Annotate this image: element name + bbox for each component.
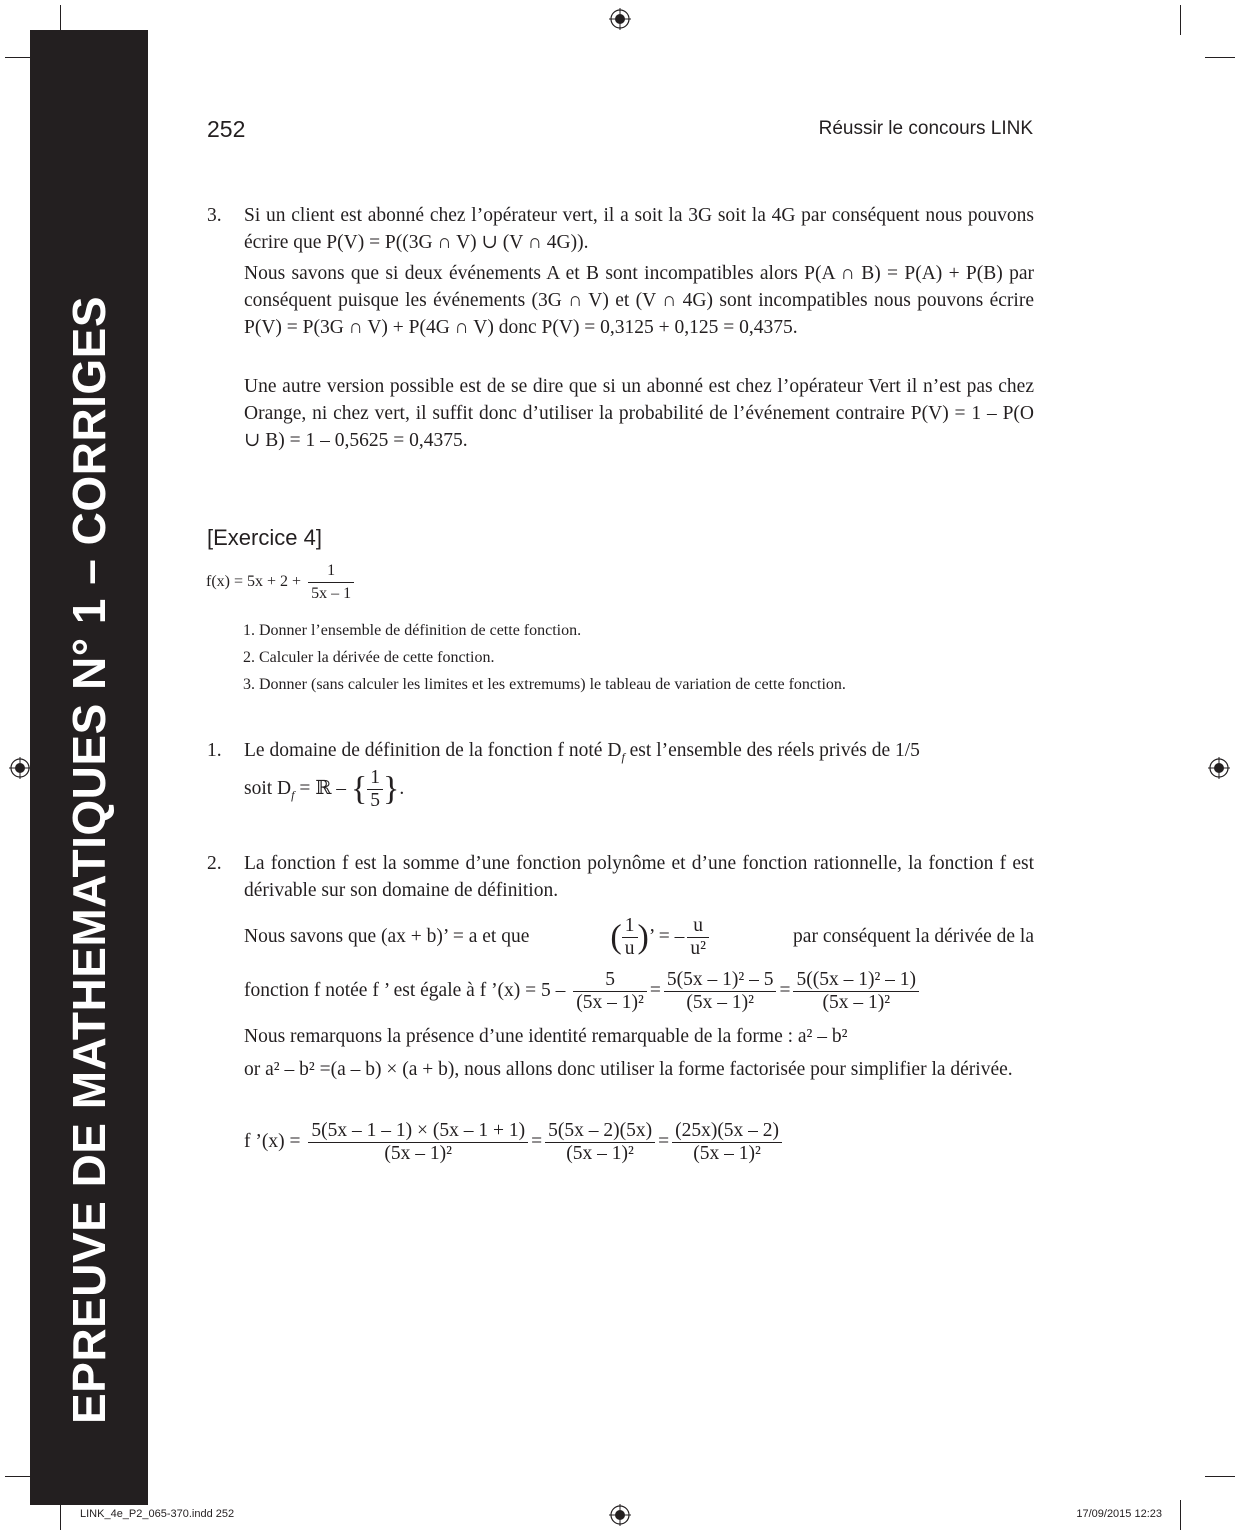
fraction xyxy=(573,969,647,1014)
numerator: 5 xyxy=(605,969,615,991)
text: f ’(x) = xyxy=(244,1131,301,1152)
denominator: u² xyxy=(687,937,709,960)
fraction xyxy=(308,560,354,605)
item-number: 1. xyxy=(207,740,222,761)
numerator: 5(5x – 1 – 1) × (5x – 1 + 1) xyxy=(311,1120,526,1142)
text: fonction f notée f ’ est égale à f ’(x) = 5 – xyxy=(244,980,566,1001)
crop-mark xyxy=(1180,5,1181,35)
denominator: (5x – 1)² xyxy=(545,1142,655,1165)
paren-open: ( xyxy=(610,918,622,956)
denominator: (5x – 1)² xyxy=(672,1142,782,1165)
paragraph: Nous remarquons la présence d’une identité remarquable de la forme : a² – b² xyxy=(244,1026,848,1047)
text: par conséquent la dérivée de la xyxy=(793,926,1034,948)
denominator: 5 xyxy=(367,789,383,812)
numerator: 5(5x – 2)(5x) xyxy=(548,1120,653,1142)
crop-mark xyxy=(1205,1476,1235,1477)
equals: = xyxy=(649,980,661,1001)
registration-mark-icon xyxy=(1208,757,1230,779)
exercise-heading: [Exercice 4] xyxy=(207,525,322,550)
exercise-formula xyxy=(206,560,357,605)
item-number: 2. xyxy=(207,853,222,874)
item-number: 3. xyxy=(207,205,222,226)
text: est l’ensemble des réels privés de 1/5 xyxy=(624,740,920,761)
denominator: 5x – 1 xyxy=(308,582,354,605)
fraction xyxy=(622,915,638,960)
text: = ℝ – xyxy=(294,778,347,799)
footer-date: 17/09/2015 12:23 xyxy=(1076,1508,1162,1520)
side-title: EPREUVE DE MATHEMATIQUES N° 1 – CORRIGES xyxy=(63,295,115,1425)
paragraph: Nous savons que si deux événements A et B sont incompatibles alors P(A ∩ B) = P(A) + P(B) par conséquent puisque les événements (3G ∩ V) et (V ∩ 4G) sont incompatibles nous pouvons écrire P(V) = P(3G ∩ V) + P(4G ∩ V) donc P(V) = 0,3125 + 0,125 = 0,4375. xyxy=(244,263,1034,338)
text: soit D xyxy=(244,778,292,799)
paragraph: Une autre version possible est de se dire que si un abonné est chez l’opérateur Vert il n’est pas chez Orange, ni chez vert, il suffit donc d’utiliser la probabilité de l’événement contraire P(V) = 1 – P(O ∪ B) = 1 – 0,5625 = 0,4375. xyxy=(244,376,1034,451)
subscript: f xyxy=(291,788,295,802)
derivative-computation xyxy=(244,966,922,1016)
fraction xyxy=(545,1120,655,1165)
registration-mark-icon xyxy=(609,1504,631,1526)
paragraph: or a² – b² =(a – b) × (a + b), nous allons donc utiliser la forme factorisée pour simplifier la dérivée. xyxy=(244,1059,1013,1080)
derivative-final xyxy=(244,1117,785,1167)
denominator: (5x – 1)² xyxy=(664,991,777,1014)
formula-lhs: f(x) = 5x + 2 + xyxy=(206,573,302,591)
fraction xyxy=(308,1120,528,1165)
brace-close: } xyxy=(383,770,400,808)
answer1-line1 xyxy=(244,737,920,764)
text: ’ = – xyxy=(648,926,685,947)
paren-close: ) xyxy=(637,918,649,956)
denominator: (5x – 1)² xyxy=(573,991,647,1014)
paragraph: Si un client est abonné chez l’opérateur vert, il a soit la 3G soit la 4G par conséquent nous pouvons écrire que P(V) = P((3G ∩ V) ∪ (V ∩ 4G)). xyxy=(244,205,1034,253)
registration-mark-icon xyxy=(9,757,31,779)
brace-open: { xyxy=(350,770,368,808)
numerator: 1 xyxy=(327,562,336,579)
crop-mark xyxy=(1180,1500,1181,1530)
fraction xyxy=(672,1120,782,1165)
crop-mark xyxy=(1205,57,1235,58)
fraction xyxy=(664,969,777,1014)
footer-file: LINK_4e_P2_065-370.indd 252 xyxy=(80,1508,235,1520)
registration-mark-icon xyxy=(609,8,631,30)
question-item: 2. Calculer la dérivée de cette fonction. xyxy=(243,649,495,666)
fraction xyxy=(793,969,919,1014)
numerator: 5(5x – 1)² – 5 xyxy=(666,969,774,991)
numerator: 1 xyxy=(370,767,381,789)
fraction xyxy=(367,767,383,812)
denominator: (5x – 1)² xyxy=(308,1142,528,1165)
page-number: 252 xyxy=(207,116,246,142)
answer1-line2: soit $D_f$ = ℝ – { $\frac{1}{5}$ }. xyxy=(244,767,405,812)
fraction xyxy=(687,915,709,960)
subscript: f xyxy=(621,750,625,764)
paragraph: La fonction f est la somme d’une fonction polynôme et d’une fonction rationnelle, la fonction f est dérivable sur son domaine de définition. xyxy=(244,853,1034,901)
numerator: (25x)(5x – 2) xyxy=(675,1120,780,1142)
equals: = xyxy=(658,1131,670,1152)
rule-formula xyxy=(610,912,712,963)
question-item: 1. Donner l’ensemble de définition de cette fonction. xyxy=(243,622,582,639)
equals: = xyxy=(531,1131,543,1152)
question-item: 3. Donner (sans calculer les limites et les extremums) le tableau de variation de cette fonction. xyxy=(243,676,846,693)
running-head: Réussir le concours LINK xyxy=(818,118,1033,139)
numerator: 1 xyxy=(624,915,635,937)
numerator: 5((5x – 1)² – 1) xyxy=(796,969,917,991)
derivative-rule xyxy=(244,912,1034,963)
text: Le domaine de définition de la fonction f noté D xyxy=(244,740,622,761)
numerator: u xyxy=(693,915,704,937)
denominator: (5x – 1)² xyxy=(793,991,919,1014)
denominator: u xyxy=(622,937,638,960)
text: Nous savons que (ax + b)’ = a et que xyxy=(244,926,530,948)
equals: = xyxy=(779,980,791,1001)
